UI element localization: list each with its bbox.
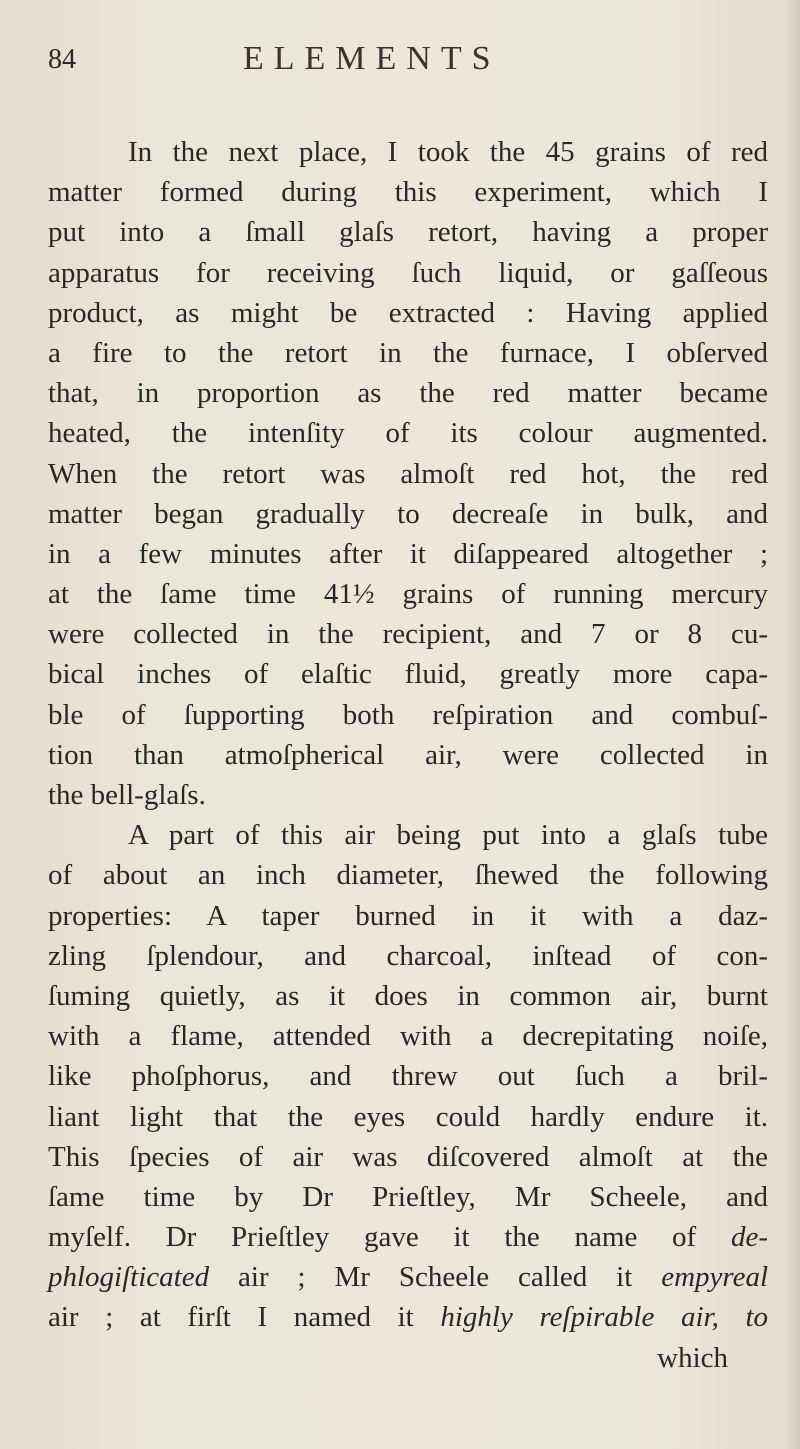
text-segment: air ; at firſt I named it bbox=[48, 1301, 414, 1334]
text-line: A part of this air being put into a glaſs tube bbox=[128, 819, 768, 852]
text-line: at the ſame time 41½ grains of running mercury bbox=[48, 578, 768, 611]
text-line: ſame time by Dr Prieſtley, Mr Scheele, and bbox=[48, 1180, 768, 1213]
text-segment: air ; Mr Scheele called it bbox=[238, 1261, 633, 1294]
text-line: product, as might be extracted : Having applied bbox=[48, 296, 768, 329]
page-edge-shadow bbox=[786, 0, 800, 1449]
text-line: zling ſplendour, and charcoal, inſtead of con- bbox=[48, 939, 768, 972]
text-line: ſuming quietly, as it does in common air, burnt bbox=[48, 979, 768, 1012]
text-line: heated, the intenſity of its colour augmented. bbox=[48, 417, 768, 450]
text-line: like phoſphorus, and threw out ſuch a bril- bbox=[48, 1060, 768, 1093]
text-line: tion than atmoſpherical air, were collected in bbox=[48, 738, 768, 771]
text-line: matter formed during this experiment, which I bbox=[48, 176, 768, 209]
text-line: matter began gradually to decreaſe in bulk, and bbox=[48, 497, 768, 530]
italic-term: de- bbox=[730, 1221, 769, 1254]
text-line: a fire to the retort in the furnace, I obſerved bbox=[48, 336, 768, 369]
running-header bbox=[48, 40, 740, 90]
italic-term: empyreal bbox=[661, 1261, 769, 1294]
text-line: When the retort was almoſt red hot, the red bbox=[48, 457, 768, 490]
italic-term: highly reſpirable bbox=[440, 1301, 655, 1334]
italic-term: air, to bbox=[680, 1301, 769, 1334]
text-line: apparatus for receiving ſuch liquid, or gaſſeous bbox=[48, 256, 768, 289]
text-line: with a flame, attended with a decrepitating noiſe, bbox=[48, 1020, 768, 1053]
text-line: that, in proportion as the red matter became bbox=[48, 377, 768, 410]
text-line: bical inches of elaſtic fluid, greatly more capa- bbox=[48, 658, 768, 691]
text-line: were collected in the recipient, and 7 or 8 cu- bbox=[48, 618, 768, 651]
text-line bbox=[48, 1217, 768, 1257]
text-line bbox=[48, 1297, 768, 1337]
body-text bbox=[48, 132, 768, 1378]
text-line bbox=[48, 1257, 768, 1297]
text-line: in a few minutes after it diſappeared altogether ; bbox=[48, 537, 768, 570]
text-line: the bell-glaſs. bbox=[48, 779, 206, 811]
italic-term: phlogiſticated bbox=[48, 1261, 210, 1294]
text-line: This ſpecies of air was diſcovered almoſt at the bbox=[48, 1140, 768, 1173]
running-title: ELEMENTS bbox=[243, 40, 501, 77]
text-line: In the next place, I took the 45 grains of red bbox=[128, 136, 768, 168]
text-segment: myſelf. Dr Prieſtley gave it the name of bbox=[48, 1221, 697, 1254]
page-number: 84 bbox=[48, 44, 76, 75]
text-line: properties: A taper burned in it with a daz- bbox=[48, 899, 768, 932]
text-line: ble of ſupporting both reſpiration and combuſ- bbox=[48, 698, 768, 731]
text-line: put into a ſmall glaſs retort, having a proper bbox=[48, 216, 768, 249]
text-line: liant light that the eyes could hardly endure it. bbox=[48, 1100, 768, 1133]
text-line: of about an inch diameter, ſhewed the following bbox=[48, 859, 768, 892]
catchword: which bbox=[657, 1341, 728, 1374]
